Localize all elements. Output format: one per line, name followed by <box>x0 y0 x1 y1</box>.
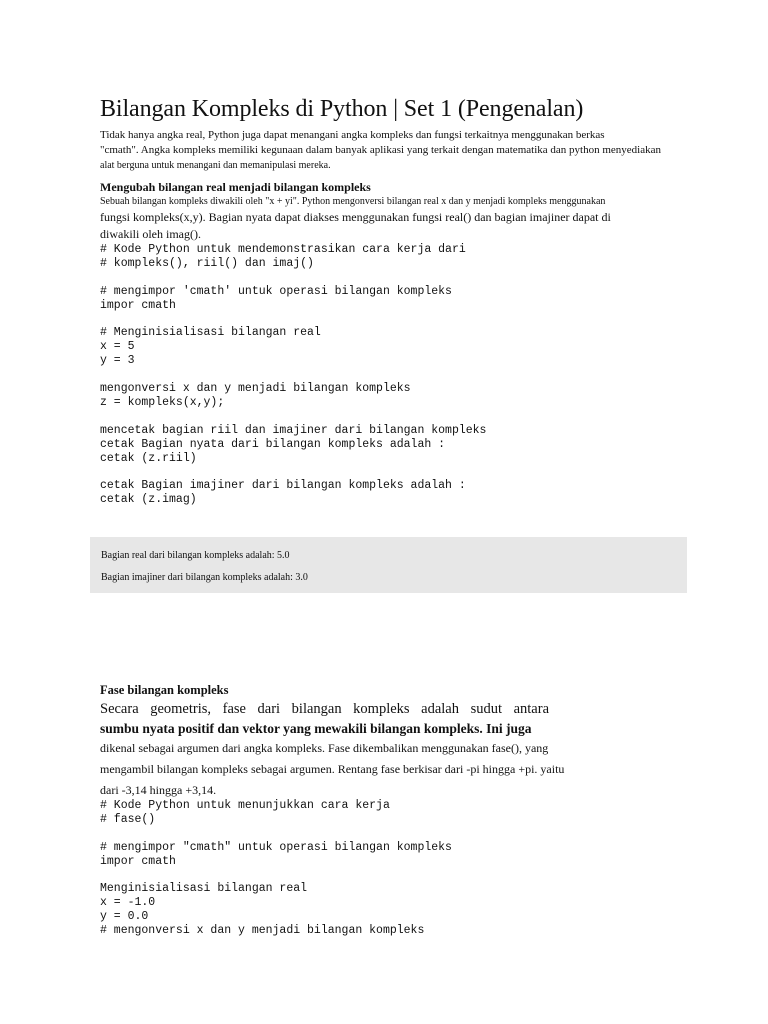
paragraph-line: sumbu nyata positif dan vektor yang mewakili bilangan kompleks. Ini juga <box>100 721 532 736</box>
page-title: Bilangan Kompleks di Python | Set 1 (Pengenalan) <box>100 96 584 122</box>
section-paragraph-convert <box>100 194 611 243</box>
paragraph-line: dikenal sebagai argumen dari angka kompleks. Fase dikembalikan menggunakan fase(), yang <box>100 741 549 755</box>
output-box <box>90 537 687 593</box>
paragraph-line: Sebuah bilangan kompleks diwakili oleh "x + yi". Python mengonversi bilangan real x dan y menjadi kompleks menggunakan <box>100 196 606 207</box>
intro-paragraph <box>100 128 690 173</box>
output-line: Bagian real dari bilangan kompleks adalah: 5.0 <box>101 550 290 561</box>
paragraph-line: diwakili oleh imag(). <box>100 227 201 241</box>
paragraph-line: fungsi kompleks(x,y). Bagian nyata dapat diakses menggunakan fungsi real() dan bagian imajiner dapat di <box>100 210 611 224</box>
paragraph-line: mengambil bilangan kompleks sebagai argumen. Rentang fase berkisar dari -pi hingga +pi. yaitu <box>100 762 565 776</box>
paragraph-line: dari -3,14 hingga +3,14. <box>100 783 217 797</box>
section-paragraph-phase <box>100 700 565 801</box>
section-heading-convert: Mengubah bilangan real menjadi bilangan kompleks <box>100 180 371 194</box>
section-heading-phase: Fase bilangan kompleks <box>100 683 229 697</box>
code-block-complex: # Kode Python untuk mendemonstrasikan cara kerja dari # kompleks(), riil() dan imaj() # mengimpor 'cmath' untuk operasi bilangan kompleks impor cmath # Menginisialisasi bilangan real x = 5 y = 3 mengonversi x dan y menjadi bilangan kompleks z = kompleks(x,y); mencetak bagian riil dan imajiner dari bilangan kompleks cetak Bagian nyata dari bilangan kompleks adalah : cetak (z.riil) cetak Bagian imajiner dari bilangan kompleks adalah : cetak (z.imag) <box>100 243 487 507</box>
intro-line: "cmath". Angka kompleks memiliki kegunaan dalam banyak aplikasi yang terkait dengan matematika dan python menyediakan <box>100 144 661 156</box>
intro-line: Tidak hanya angka real, Python juga dapat menangani angka kompleks dan fungsi terkaitnya menggunakan berkas <box>100 129 605 141</box>
code-block-phase: # Kode Python untuk menunjukkan cara kerja # fase() # mengimpor "cmath" untuk operasi bilangan kompleks impor cmath Menginisialisasi bilangan real x = -1.0 y = 0.0 # mengonversi x dan y menjadi bilangan kompleks <box>100 799 452 938</box>
intro-line: alat berguna untuk menangani dan memanipulasi mereka. <box>100 160 331 171</box>
output-line: Bagian imajiner dari bilangan kompleks adalah: 3.0 <box>101 572 308 583</box>
paragraph-line: Secara geometris, fase dari bilangan kompleks adalah sudut antara <box>100 701 549 717</box>
